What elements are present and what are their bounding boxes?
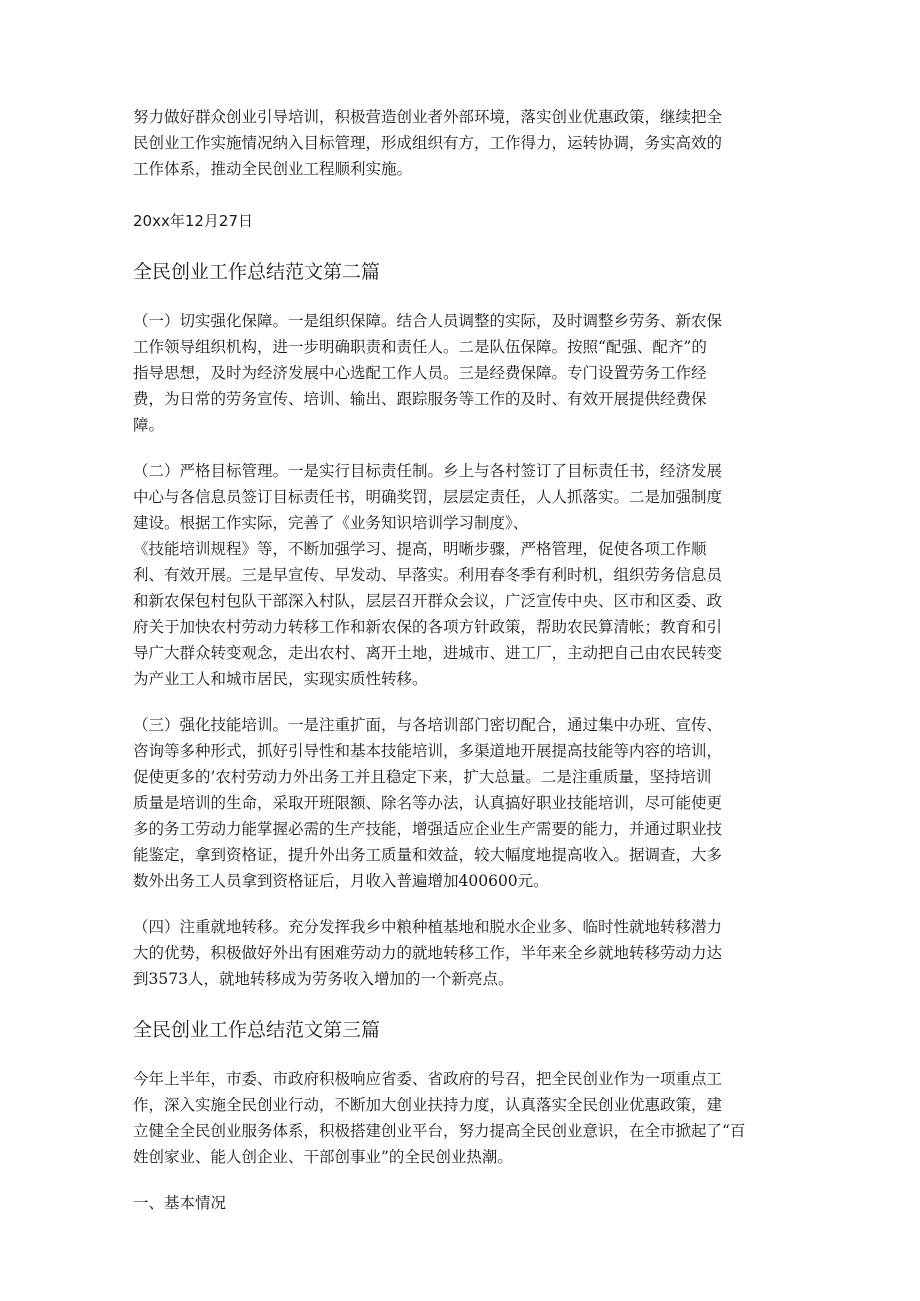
paragraph-target-management: （二）严格目标管理。一是实行目标责任制。乡上与各村签订了目标责任书，经济发展 中心与各信息员签订目标责任书，明确奖罚，层层定责任，人人抓落实。二是加强制度 建设。根据工作实际，完善了《业务知识培训学习制度》、 《技能培训规程》等，不断加强学习、提高，明晰步骤，严格管理，促使各项工作顺 利、有效开展。三是早宣传、早发动、早落实。利用春冬季有利时机，组织劳务信息员 和新农保包村包队干部深入村队，层层召开群众会议，广泛宣传中央、区市和区委、政 府关于加快农村劳动力转移工作和新农保的各项方针政策，帮助农民算清帐；教育和引 导广大群众转变观念，走出农村、离开土地，进城市、进工厂，主动把自己由农民转变 为产业工人和城市居民，实现实质性转移。 bbox=[133, 462, 723, 688]
paragraph-local-transfer: （四）注重就地转移。充分发挥我乡中粮种植基地和脱水企业多、临时性就地转移潜力 大的优势，积极做好外出有困难劳动力的就地转移工作，半年来全乡就地转移劳动力达 到3573人，就地转移成为劳务收入增加的一个新亮点。 bbox=[133, 918, 723, 988]
intro-paragraph: 努力做好群众创业引导培训，积极营造创业者外部环境，落实创业优惠政策，继续把全 民创业工作实施情况纳入目标管理，形成组织有方，工作得力，运转协调，务实高效的 工作体系，推动全民创业工程顺利实施。 bbox=[133, 108, 723, 178]
paragraph-guarantee: （一）切实强化保障。一是组织保障。结合人员调整的实际，及时调整乡劳务、新农保 工作领导组织机构，进一步明确职责和责任人。二是队伍保障。按照“配强、配齐”的 指导思想，及时为经济发展中心选配工作人员。三是经费保障。专门设置劳务工作经 费，为日常的劳务宣传、培训、输出、跟踪服务等工作的及时、有效开展提供经费保 障。 bbox=[133, 312, 723, 434]
document-date: 20xx年12月27日 bbox=[133, 212, 254, 230]
paragraph-overview: 今年上半年，市委、市政府积极响应省委、省政府的号召，把全民创业作为一项重点工 作，深入实施全民创业行动，不断加大创业扶持力度，认真落实全民创业优惠政策，建 立健全全民创业服务体系，积极搭建创业平台，努力提高全民创业意识，在全市掀起了“百 姓创家业、能人创企业、干部创事业”的全民创业热潮。 bbox=[133, 1070, 746, 1166]
paragraph-skill-training: （三）强化技能培训。一是注重扩面，与各培训部门密切配合，通过集中办班、宣传、 咨询等多种形式，抓好引导性和基本技能培训，多渠道地开展提高技能等内容的培训， 促使更多的’农村劳动力外出务工并且稳定下来，扩大总量。二是注重质量，坚持培训 质量是培训的生命，采取开班限额、除名等办法，认真搞好职业技能培训，尽可能使更 多的务工劳动力能掌握必需的生产技能，增强适应企业生产需要的能力，并通过职业技 能鉴定，拿到资格证，提升外出务工质量和效益，较大幅度地提高收入。据调查，大多 数外出务工人员拿到资格证后，月收入普遍增加400600元。 bbox=[133, 716, 723, 890]
document-page bbox=[133, 104, 788, 1216]
section-heading-third: 全民创业工作总结范文第三篇 bbox=[133, 1019, 381, 1041]
section-basic-situation: 一、基本情况 bbox=[133, 1194, 227, 1212]
section-heading-second: 全民创业工作总结范文第二篇 bbox=[133, 261, 381, 283]
